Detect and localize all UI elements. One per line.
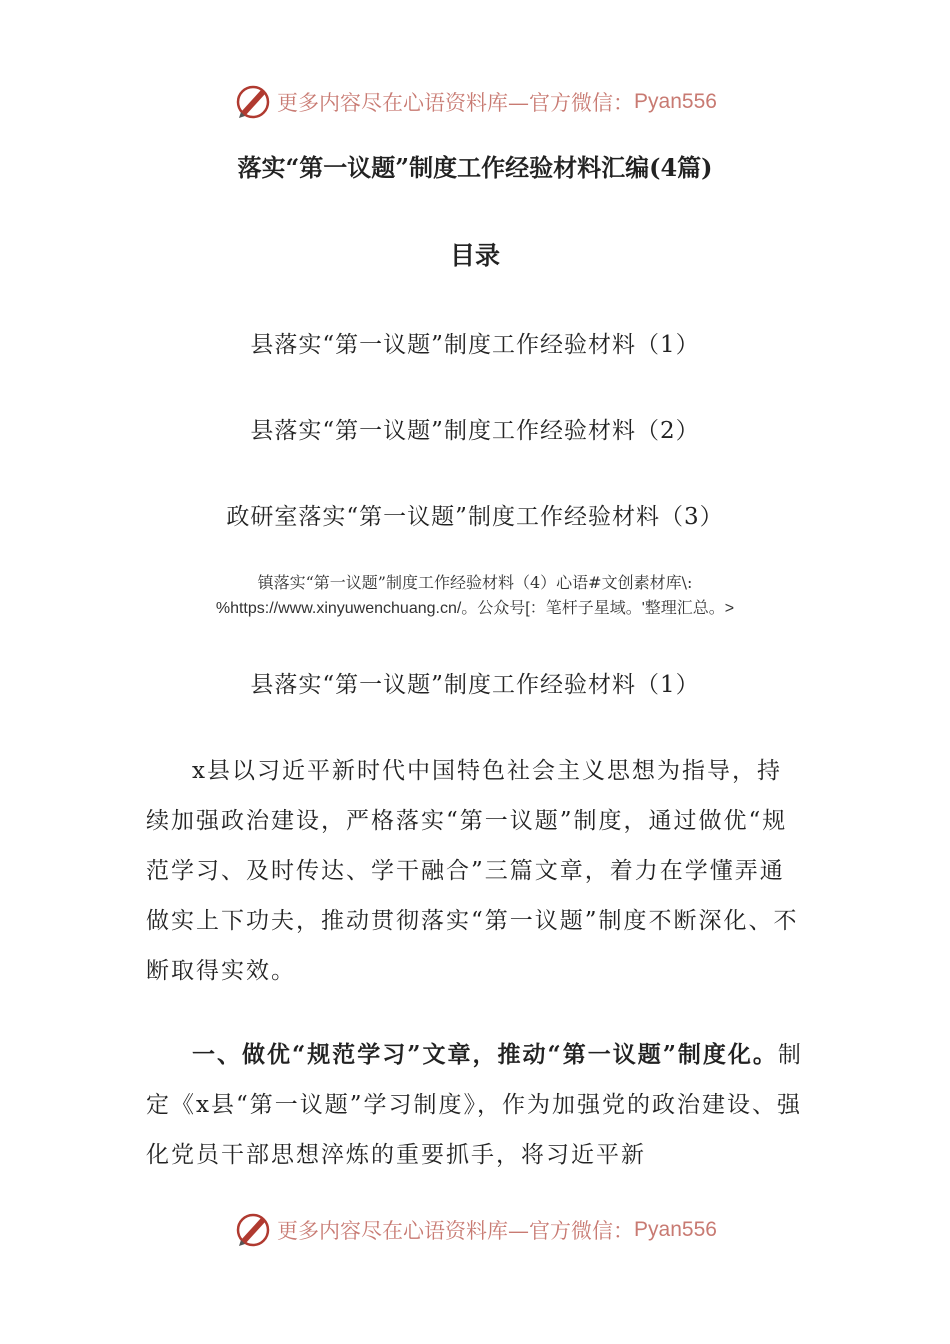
header-banner bbox=[0, 80, 950, 124]
intro-paragraph: x县以习近平新时代中国特色社会主义思想为指导，持续加强政治建设，严格落实“第一议题”制度，通过做优“规范学习、及时传达、学干融合”三篇文章，着力在学懂弄通做实上下功夫，推动贯彻落实“第一议题”制度不断深化、不断取得实效。 bbox=[146, 758, 799, 984]
section-title: 县落实“第一议题”制度工作经验材料（1） bbox=[250, 672, 700, 698]
pen-logo-icon bbox=[233, 82, 273, 122]
document-title: 落实“第一议题”制度工作经验材料汇编(4篇) bbox=[237, 153, 713, 182]
toc-item-4-line1: 镇落实“第一议题”制度工作经验材料（4）心语#文创素材库\: bbox=[257, 573, 693, 592]
banner-text: 更多内容尽在心语资料库—官方微信： bbox=[277, 1219, 635, 1243]
point-1-text: 制定《x县“第一议题”学习制度》，作为加强党的政治建设、强化党员干部思想淬炼的重要抓手，将习近平新 bbox=[146, 1042, 803, 1168]
banner-wechat-id: Pyan556 bbox=[634, 1218, 717, 1241]
point-1-heading: 一、做优“规范学习”文章，推动“第一议题”制度化。 bbox=[192, 1041, 778, 1068]
toc-item-2[interactable]: 县落实“第一议题”制度工作经验材料（2） bbox=[250, 418, 700, 444]
toc-item-4[interactable] bbox=[0, 570, 950, 622]
banner-text: 更多内容尽在心语资料库—官方微信： bbox=[277, 91, 635, 115]
toc-item-3[interactable]: 政研室落实“第一议题”制度工作经验材料（3） bbox=[226, 504, 724, 530]
footer-banner bbox=[0, 1208, 950, 1252]
toc-item-4-line2: %https://www.xinyuwenchuang.cn/。公众号[：笔杆子星域。'整理汇总。> bbox=[215, 600, 735, 617]
pen-logo-icon bbox=[233, 1210, 273, 1250]
point-1-paragraph bbox=[146, 1030, 806, 1180]
toc-item-1[interactable]: 县落实“第一议题”制度工作经验材料（1） bbox=[250, 332, 700, 358]
toc-heading: 目录 bbox=[449, 241, 500, 270]
banner-wechat-id: Pyan556 bbox=[634, 90, 717, 113]
